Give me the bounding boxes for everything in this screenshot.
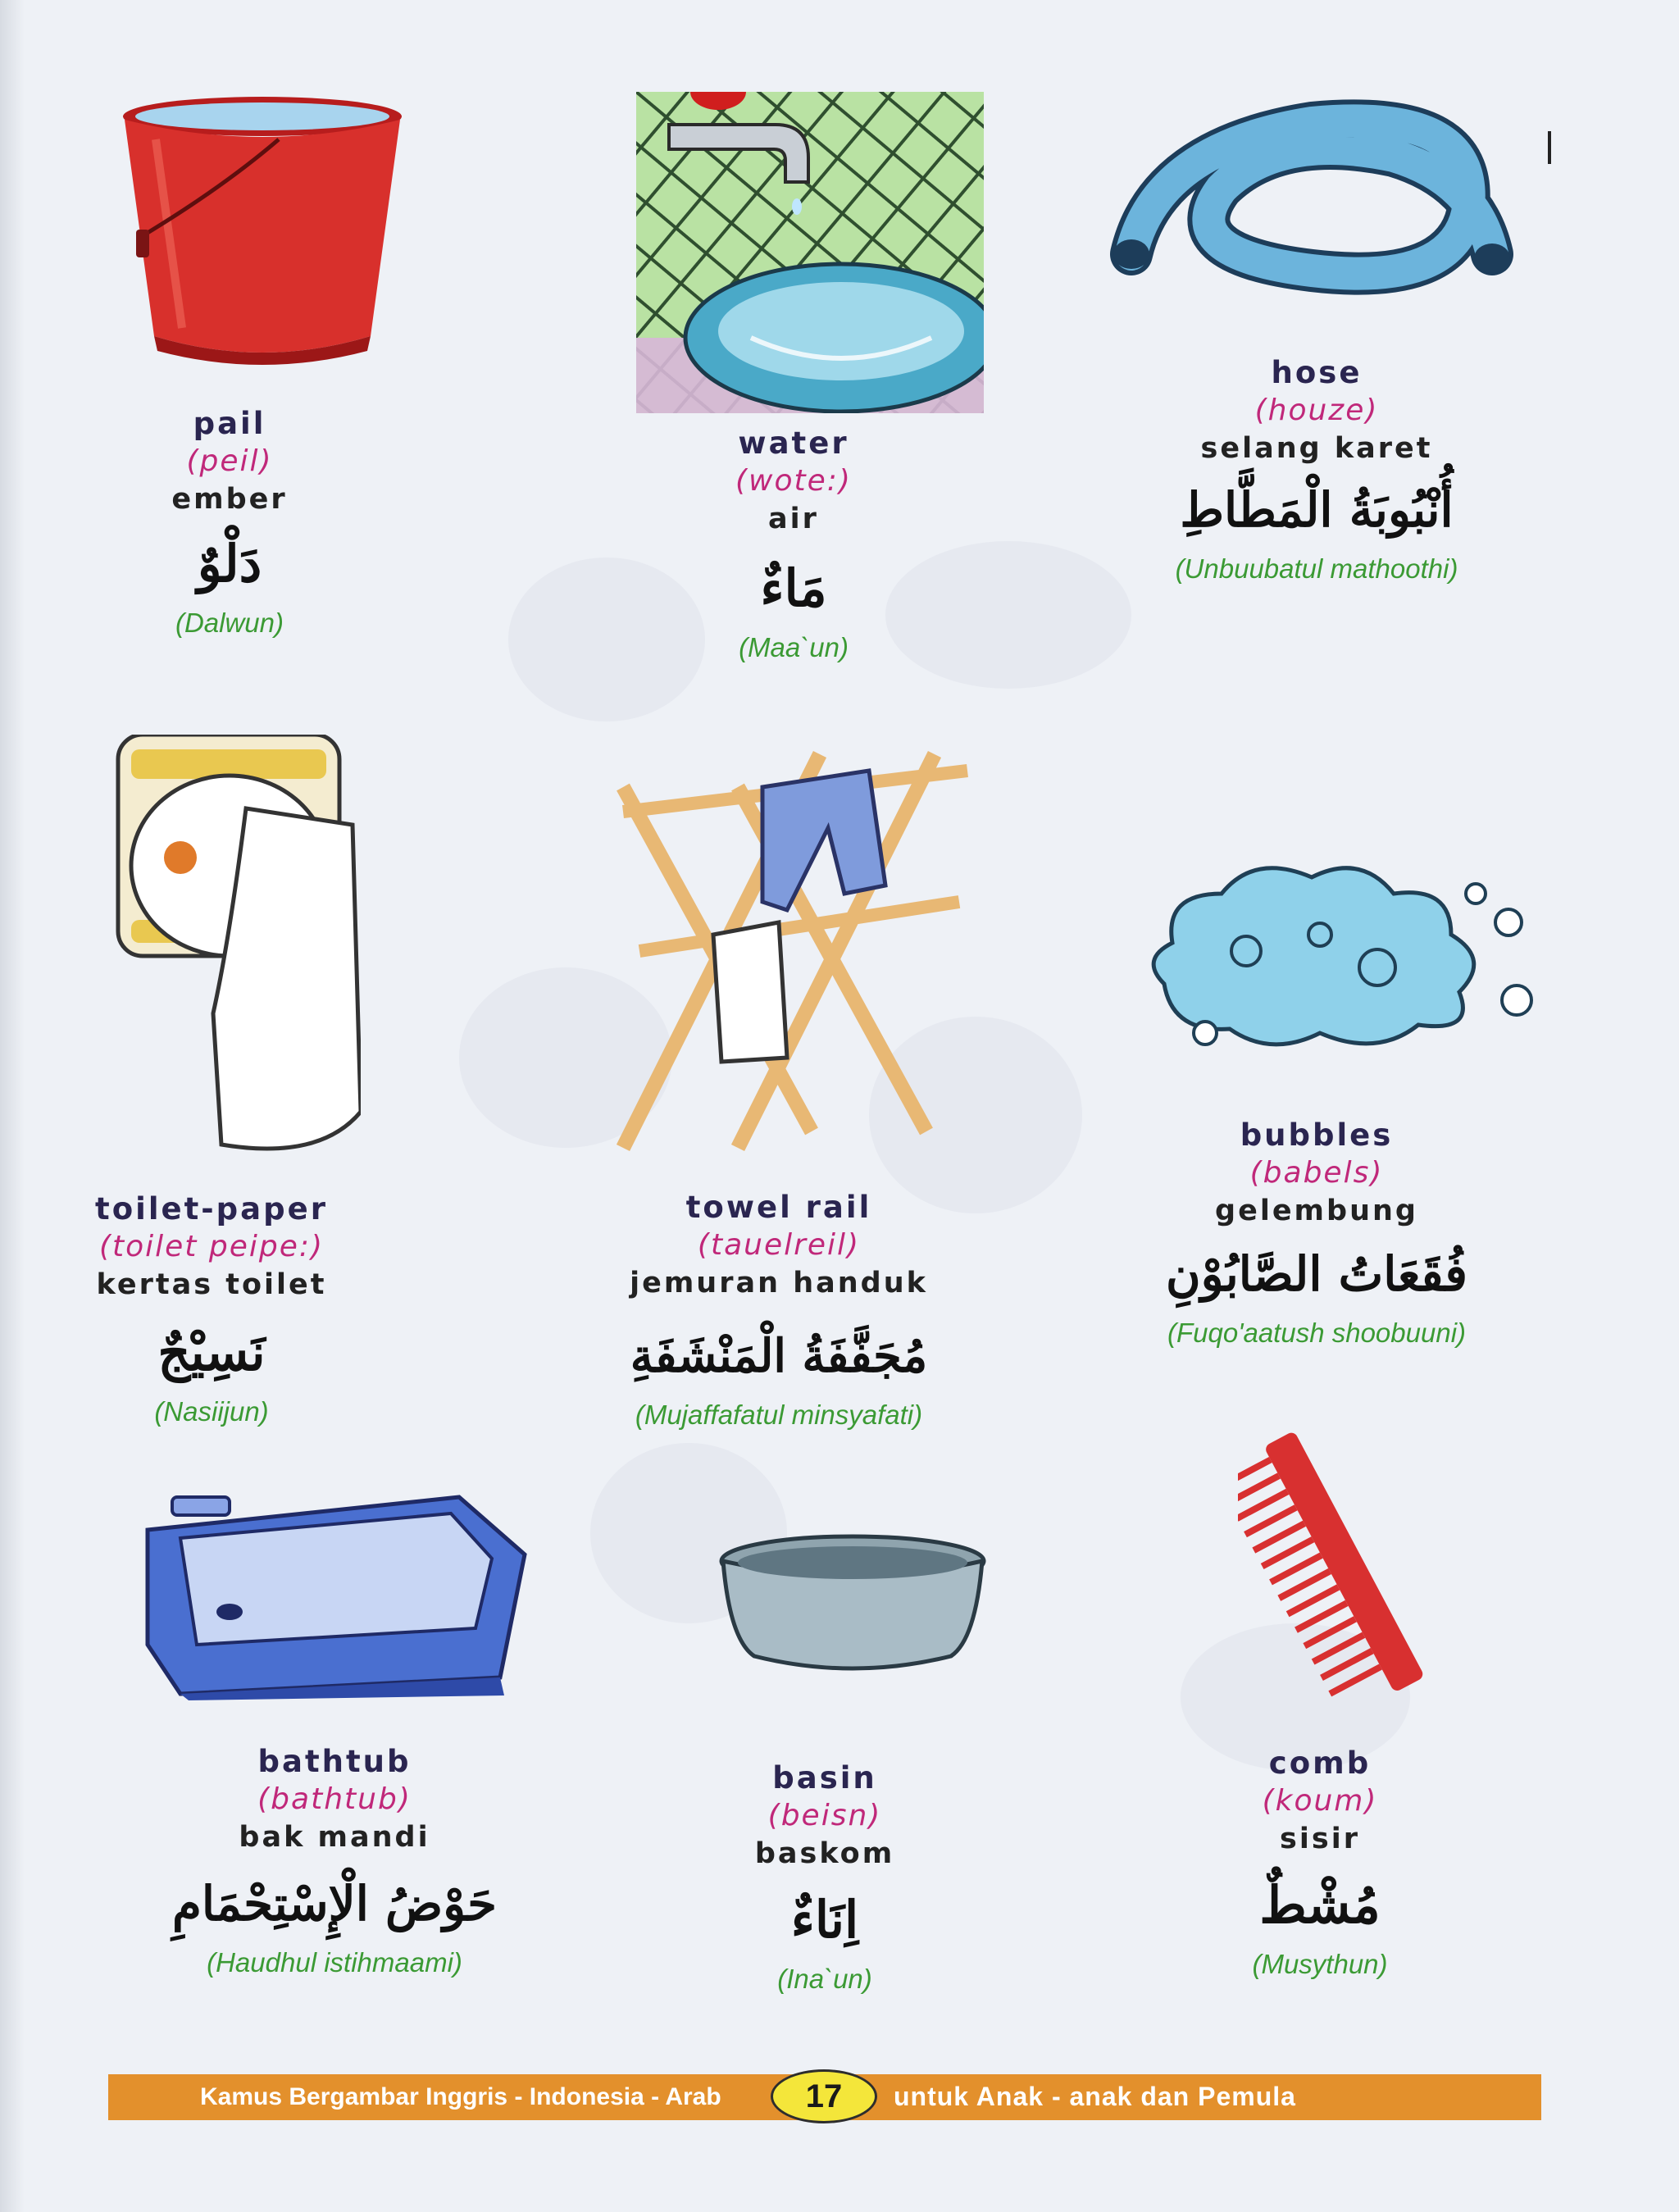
- indonesian-word: ember: [171, 483, 288, 516]
- pronunciation: (peil): [186, 444, 273, 478]
- arabic-word: أُنْبُوبَةُ الْمَطَّاطِ: [1180, 482, 1454, 538]
- towel-rail-icon: [574, 738, 984, 1164]
- margin-mark: [1548, 131, 1551, 164]
- page-number-badge: 17: [771, 2069, 877, 2123]
- indonesian-word: sisir: [1280, 1823, 1360, 1855]
- arabic-word: مُجَفَّفَةُ الْمَنْشَفَةِ: [630, 1329, 928, 1383]
- transliteration: (Mujaffafatul minsyafati): [635, 1400, 923, 1430]
- entry-water: [523, 425, 1064, 666]
- faucet-basin-icon: [636, 92, 984, 413]
- entry-bubbles: [1046, 1117, 1587, 1351]
- arabic-word: فُقَعَاتُ الصَّابُوْنِ: [1166, 1246, 1467, 1302]
- pronunciation: (wote:): [735, 464, 852, 498]
- transliteration: (Nasiijun): [154, 1396, 269, 1427]
- basin-icon: [713, 1533, 992, 1673]
- arabic-word: دَلْوٌ: [197, 534, 262, 594]
- pronunciation: (toilet peipe:): [98, 1230, 325, 1263]
- indonesian-word: selang karet: [1200, 432, 1433, 465]
- arabic-word: نَسِيْجٌ: [157, 1322, 266, 1382]
- pronunciation: (beisn): [767, 1799, 882, 1832]
- pronunciation: (houze): [1254, 394, 1379, 427]
- entry-basin: [554, 1759, 1095, 1997]
- entry-pail: [0, 405, 500, 641]
- entry-toilet-paper: [0, 1190, 482, 1430]
- footer-book-title: Kamus Bergambar Inggris - Indonesia - Arab: [200, 2083, 721, 2110]
- english-word: basin: [772, 1760, 877, 1796]
- toilet-paper-icon: [115, 735, 361, 1161]
- english-word: water: [738, 426, 849, 461]
- bathtub-icon: [131, 1481, 533, 1702]
- english-word: hose: [1271, 355, 1363, 390]
- entry-towel-rail: [508, 1189, 1049, 1433]
- arabic-word: حَوْضُ الْإِسْتِحْمَامِ: [172, 1876, 497, 1932]
- english-word: towel rail: [685, 1190, 872, 1225]
- indonesian-word: kertas toilet: [96, 1268, 327, 1301]
- entry-hose: [1046, 354, 1587, 587]
- entry-bathtub: [64, 1743, 605, 1981]
- pronunciation: (koum): [1262, 1784, 1378, 1818]
- english-word: bathtub: [257, 1744, 412, 1779]
- comb-icon: [1238, 1418, 1435, 1714]
- indonesian-word: gelembung: [1215, 1195, 1418, 1227]
- entry-comb: [1049, 1745, 1590, 1982]
- indonesian-word: jemuran handuk: [630, 1267, 928, 1299]
- indonesian-word: baskom: [754, 1837, 895, 1870]
- english-word: comb: [1268, 1745, 1372, 1781]
- english-word: toilet-paper: [95, 1191, 328, 1227]
- footer-bar: [108, 2074, 1541, 2120]
- arabic-word: اِنَاءٌ: [790, 1890, 859, 1950]
- transliteration: (Haudhul istihmaami): [207, 1947, 462, 1978]
- transliteration: (Musythun): [1252, 1949, 1388, 1979]
- pronunciation: (babels): [1249, 1156, 1384, 1190]
- page-edge: [0, 0, 25, 2212]
- pronunciation: (bathtub): [257, 1782, 412, 1816]
- indonesian-word: bak mandi: [239, 1821, 430, 1854]
- english-word: bubbles: [1240, 1117, 1394, 1153]
- transliteration: (Maa`un): [739, 632, 849, 662]
- footer-audience-text: untuk Anak - anak dan Pemula: [894, 2082, 1296, 2111]
- hose-icon: [1099, 90, 1525, 295]
- bucket-icon: [107, 90, 410, 369]
- transliteration: (Dalwun): [175, 608, 284, 638]
- pronunciation: (tauelreil): [697, 1228, 861, 1262]
- transliteration: (Ina`un): [777, 1964, 872, 1994]
- soap-bubbles-icon: [1131, 836, 1541, 1066]
- transliteration: (Fuqo'aatush shoobuuni): [1167, 1318, 1467, 1348]
- arabic-word: مَاءٌ: [760, 558, 827, 618]
- english-word: pail: [193, 406, 266, 441]
- indonesian-word: air: [768, 503, 819, 535]
- transliteration: (Unbuubatul mathoothi): [1175, 553, 1458, 584]
- arabic-word: مُشْطٌ: [1259, 1875, 1381, 1935]
